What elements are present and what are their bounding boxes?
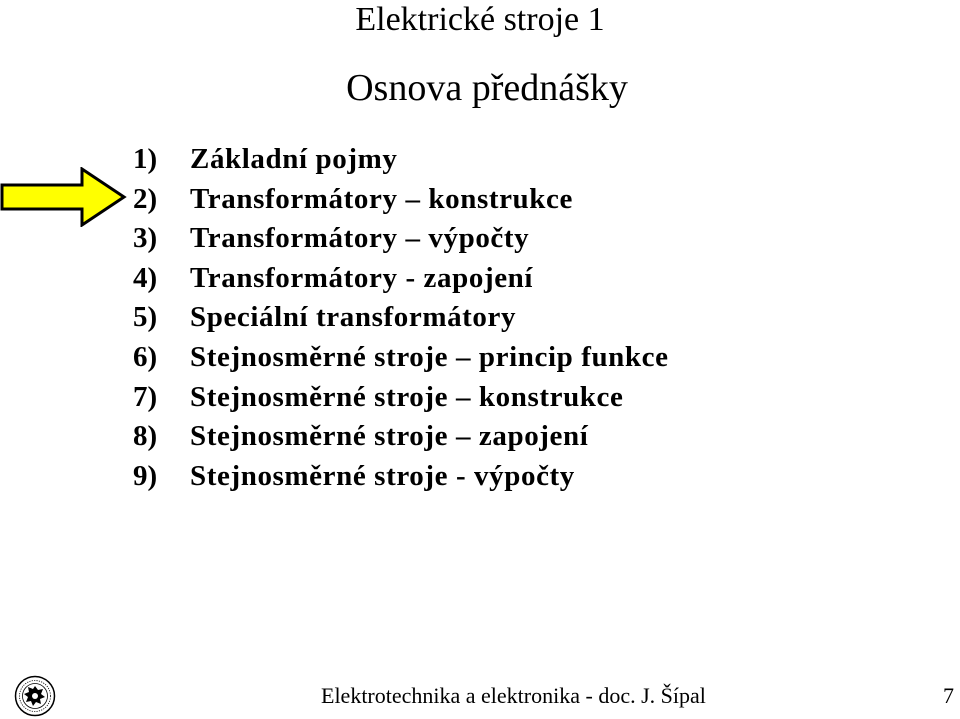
slide-title: Osnova přednášky — [346, 67, 628, 109]
item-text: Transformátory – výpočty — [190, 222, 530, 255]
item-number: 7) — [133, 380, 158, 413]
item-text: Transformátory – konstrukce — [190, 182, 573, 215]
item-text: Speciální transformátory — [190, 301, 517, 334]
item-number: 6) — [133, 340, 158, 373]
item-text: Stejnosměrné stroje – konstrukce — [190, 380, 624, 413]
list-item — [133, 457, 669, 497]
list-item — [133, 417, 669, 457]
arrow-icon — [0, 167, 130, 227]
university-seal-icon — [14, 675, 56, 717]
item-text: Základní pojmy — [190, 143, 398, 175]
item-text: Transformátory - zapojení — [190, 261, 534, 294]
item-number: 9) — [133, 459, 158, 492]
footer-text: Elektrotechnika a elektronika - doc. J. Šípal — [321, 683, 706, 708]
item-text: Stejnosměrné stroje – zapojení — [190, 420, 589, 453]
list-item — [133, 378, 669, 418]
outline-list — [133, 140, 669, 496]
item-number: 8) — [133, 420, 158, 453]
page-number: 7 — [943, 683, 954, 708]
list-item — [133, 259, 669, 299]
course-title: Elektrické stroje 1 — [355, 1, 605, 38]
list-item — [133, 180, 669, 220]
item-number: 2) — [133, 182, 158, 215]
item-number: 4) — [133, 261, 158, 294]
list-item — [133, 298, 669, 338]
item-text: Stejnosměrné stroje – princip funkce — [190, 340, 669, 373]
list-item — [133, 140, 669, 180]
item-number: 3) — [133, 222, 158, 255]
list-item — [133, 338, 669, 378]
item-number: 5) — [133, 301, 158, 334]
item-number: 1) — [133, 143, 158, 175]
list-item — [133, 219, 669, 259]
item-text: Stejnosměrné stroje - výpočty — [190, 459, 575, 492]
